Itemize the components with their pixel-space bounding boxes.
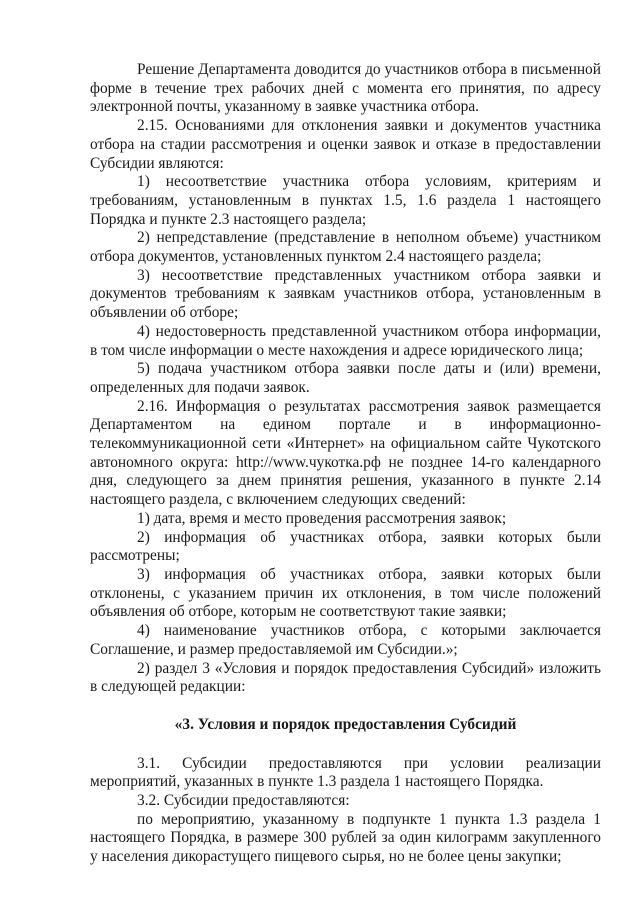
paragraph-2-15-item-5: 5) подача участником отбора заявки после даты и (или) времени, определенных для подачи заявок. [90,360,601,396]
paragraph-2-15-item-1: 1) несоответствие участника отбора условиям, критериям и требованиям, установленным в пунктах 1.5, 1.6 раздела 1 настоящего Порядка и пункте 2.3 настоящего раздела; [90,173,601,228]
paragraph-2-16-item-1: 1) дата, время и место проведения рассмотрения заявок; [137,509,507,527]
section-3-heading: «3. Условия и порядок предоставления Субсидий [174,715,517,733]
document-body [90,61,601,867]
paragraph-3-2: 3.2. Субсидии предоставляются: [137,792,350,810]
paragraph-2-15-item-4: 4) недостоверность представленной участником отбора информации, в том числе информации о месте нахождения и адресе юридического лица; [90,322,601,359]
paragraph-2-15-item-3: 3) несоответствие представленных участником отбора заявки и документов требованиям к заявкам участников отбора, установленным в объявлении об отборе; [90,266,601,322]
paragraph-department-decision: Решение Департамента доводится до участников отбора в письменной форме в течение трех рабочих дней с момента его принятия, по адресу электронной почты, указанному в заявке участника отбора. [90,61,601,116]
paragraph-2-16-item-2: 2) информация об участниках отбора, заявки которых были рассмотрены; [90,528,601,565]
paragraph-2-16-item-3: 3) информация об участниках отбора, заявки которых были отклонены, с указанием причин их отклонения, в том числе положений объявления об отборе, которым не соответствуют такие заявки; [90,565,601,621]
paragraph-3-2-measure: по мероприятию, указанному в подпункте 1 пункта 1.3 раздела 1 настоящего Порядка, в размере 300 рублей за один килограмм закупленного у населения дикорастущего пищевого сырья, но не более цены закупки; [90,810,601,866]
paragraph-2-15-item-2: 2) непредставление (представление в неполном объеме) участником отбора документов, установленных пунктом 2.4 настоящего раздела; [90,229,601,266]
paragraph-3-1: 3.1. Субсидии предоставляются при условии реализации мероприятий, указанных в пункте 1.3 раздела 1 настоящего Порядка. [90,754,601,791]
paragraph-2-16-results: 2.16. Информация о результатах рассмотрения заявок размещается Департаментом на едином портале и в информационно-телекоммуникационной сети «Интернет» на официальном сайте Чукотского автономного округа: http://www.чукотка.рф не позднее 14-го календарного дня, следующего за днем принятия решения, указанного в пункте 2.14 настоящего раздела, с включением следующих сведений: [90,397,601,509]
paragraph-2-15-grounds: 2.15. Основаниями для отклонения заявки и документов участника отбора на стадии рассмотрения и оценки заявок и отказе в предоставлении Субсидии являются: [90,117,601,172]
paragraph-section-3-amendment: 2) раздел 3 «Условия и порядок предоставления Субсидий» изложить в следующей редакции: [90,659,601,696]
paragraph-2-16-item-4: 4) наименование участников отбора, с которыми заключается Соглашение, и размер предоставляемой им Субсидии.»; [90,622,601,658]
